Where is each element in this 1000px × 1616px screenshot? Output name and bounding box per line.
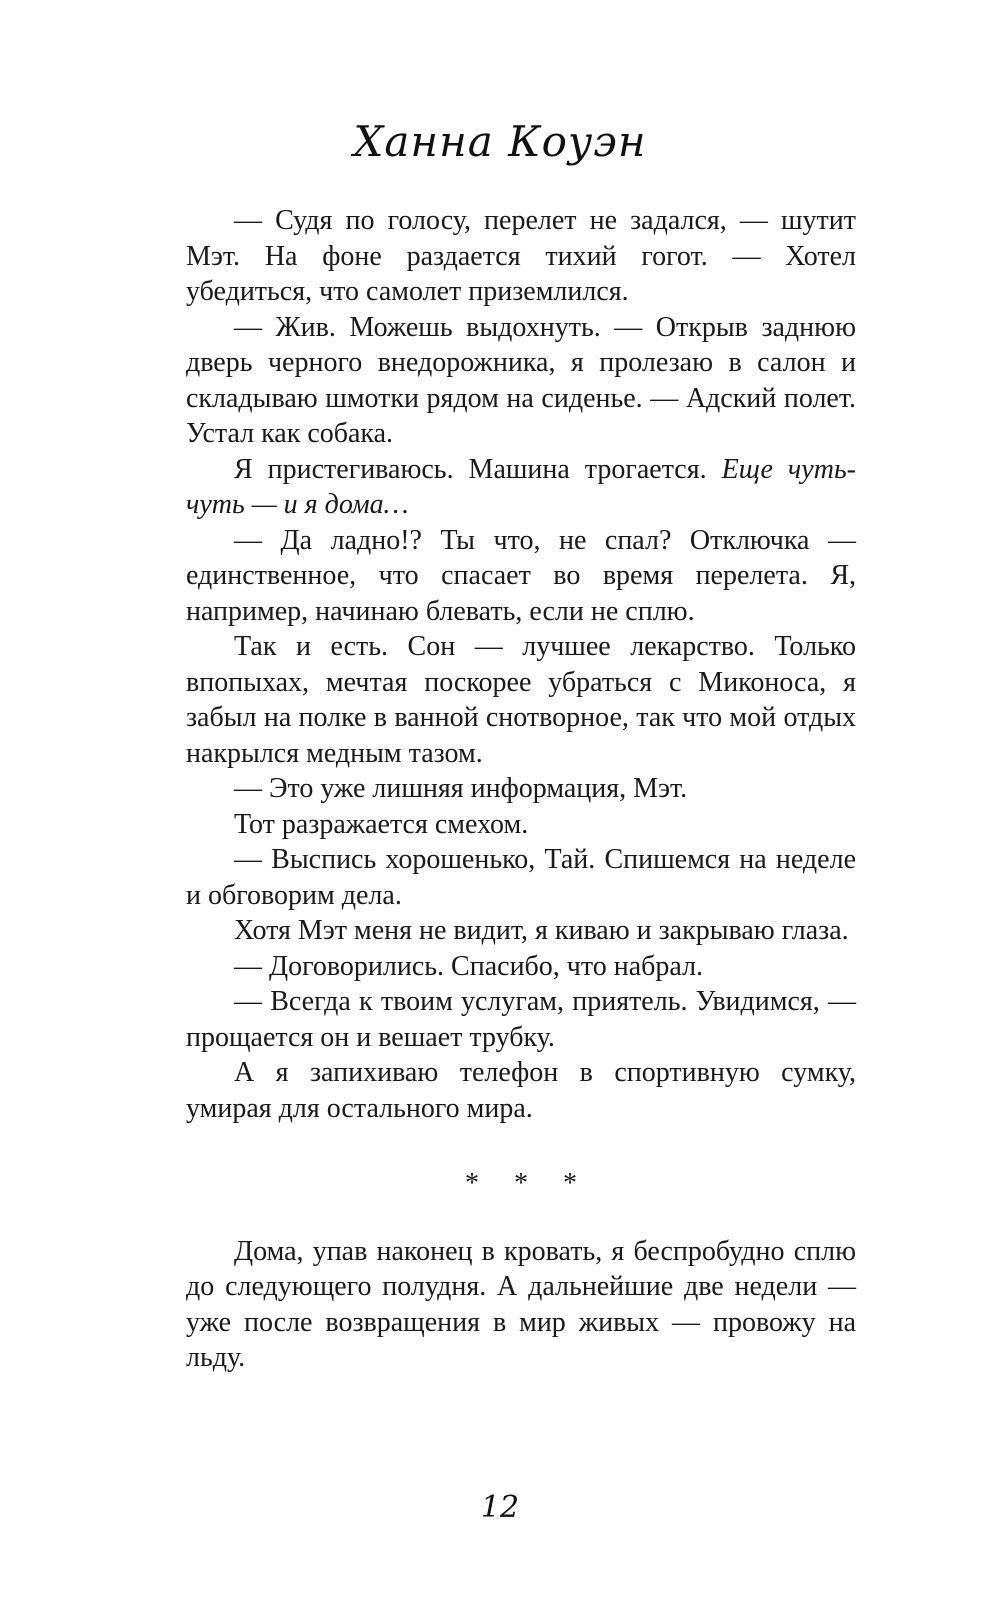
paragraph: Дома, упав наконец в кровать, я беспробудно сплю до следующего полудня. А дальнейшие две недели — уже после возвращения в мир живых — провожу на льду. bbox=[186, 1235, 856, 1373]
paragraph: А я запихиваю телефон в спортивную сумку, умирая для остального мира. bbox=[186, 1057, 856, 1124]
paragraph: — Жив. Можешь выдохнуть. — Открыв заднюю дверь черного внедорожника, я пролезаю в салон и складываю шмотки рядом на сиденье. — Адский полет. Устал как собака. bbox=[186, 311, 856, 449]
paragraph: — Договорились. Спасибо, что набрал. bbox=[234, 950, 704, 982]
scene-break-asterisks: * * * bbox=[465, 1168, 591, 1199]
page-number: 12 bbox=[480, 1490, 520, 1525]
paragraph: — Выспись хорошенько, Тай. Спишемся на неделе и обговорим дела. bbox=[186, 844, 856, 911]
paragraph-text: Я пристегиваюсь. Машина трогается. bbox=[234, 453, 722, 485]
paragraph: Хотя Мэт меня не видит, я киваю и закрываю глаза. bbox=[234, 915, 849, 946]
paragraph bbox=[186, 452, 856, 523]
paragraph: — Судя по голосу, перелет не задался, — шутит Мэт. На фоне раздается тихий гогот. — Хотел убедиться, что самолет приземлился. bbox=[186, 205, 856, 307]
paragraph: Тот разражается смехом. bbox=[234, 808, 529, 840]
running-header-author: Ханна Коуэн bbox=[353, 117, 647, 166]
paragraph: — Всегда к твоим услугам, приятель. Увидимся, — прощается он и вешает трубку. bbox=[186, 986, 856, 1053]
paragraph-italic-thought: Еще чуть-чуть — и я дома… bbox=[186, 453, 857, 520]
paragraph: Так и есть. Сон — лучшее лекарство. Только впопыхах, мечтая поскорее убраться с Миконоса, я забыл на полке в ванной снотворное, так что мой отдых накрылся медным тазом. bbox=[186, 631, 856, 769]
paragraph: — Это уже лишняя информация, Мэт. bbox=[234, 773, 688, 804]
paragraph: — Да ладно!? Ты что, не спал? Отключка — единственное, что спасает во время перелета. Я, например, начинаю блевать, если не сплю. bbox=[186, 524, 856, 627]
chapter-body bbox=[186, 203, 856, 1376]
